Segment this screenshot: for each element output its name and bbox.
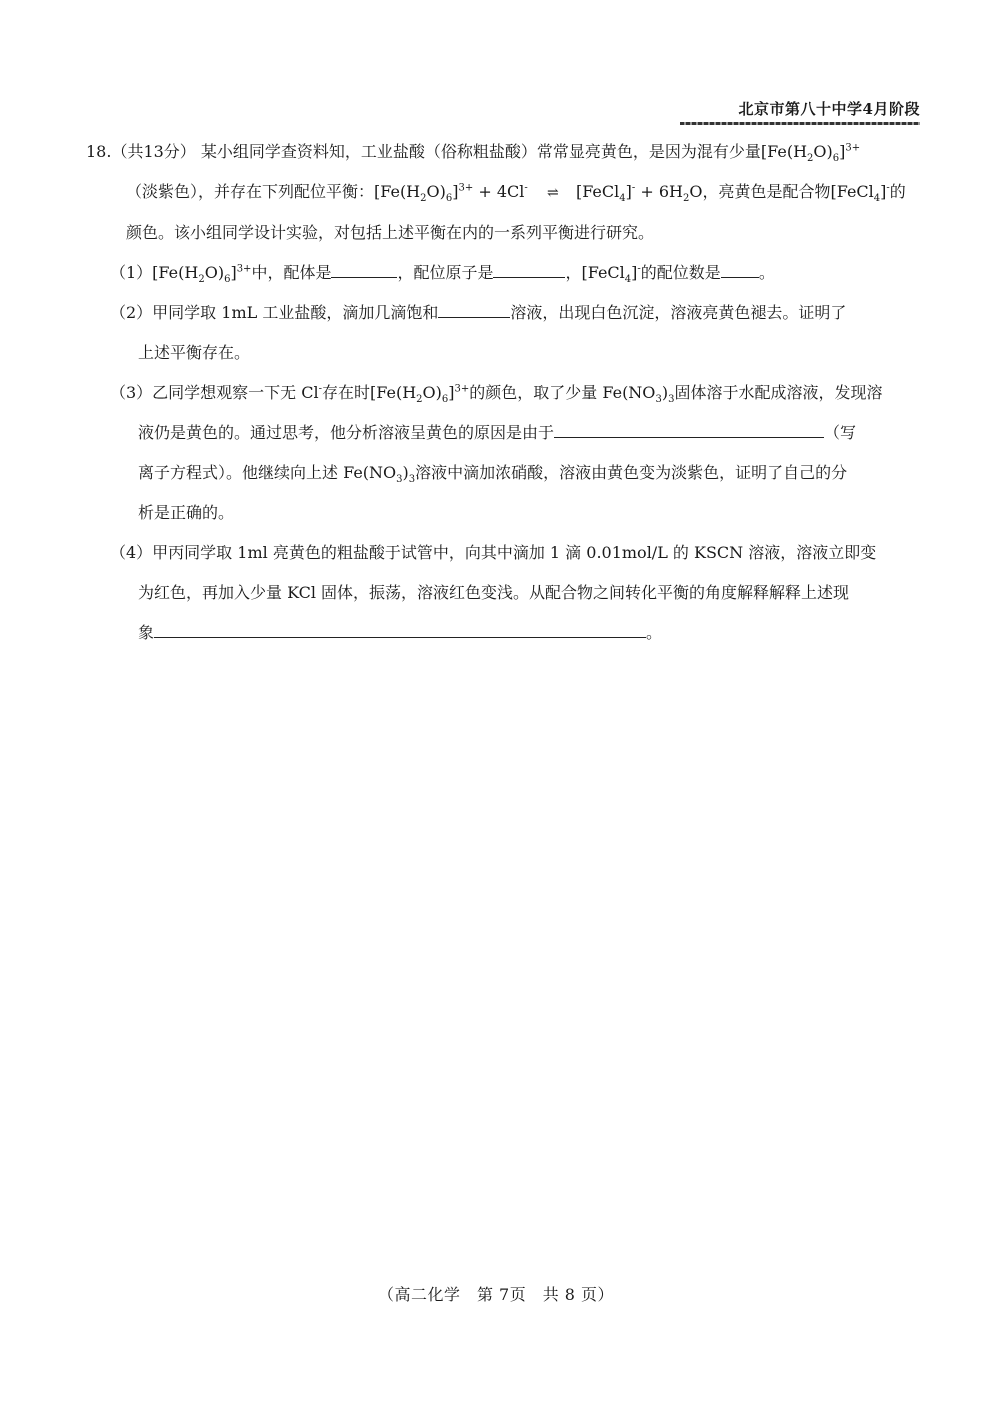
subscript: 2 <box>682 193 690 205</box>
subscript: 2 <box>198 274 205 286</box>
text: ) <box>661 383 669 402</box>
text: （2）甲同学取 1mL 工业盐酸，滴加几滴饱和 <box>110 303 439 322</box>
superscript: 3+ <box>845 142 861 154</box>
text: 象 <box>138 623 155 642</box>
part-3-line-3 <box>86 453 908 493</box>
subscript: 4 <box>873 193 881 205</box>
text: 存在时[Fe(H <box>322 383 417 402</box>
page-footer: （高二化学 第 7页 共 8 页） <box>377 1285 615 1304</box>
part-4-line-2: 为红色，再加入少量 KCl 固体，振荡，溶液红色变浅。从配合物之间转化平衡的角度解释解释上述现 <box>138 583 850 602</box>
text: （1）[Fe(H <box>110 263 199 282</box>
question-number: 18.（共13分） <box>86 142 196 161</box>
answer-blank-ion-equation[interactable] <box>554 421 824 438</box>
text: O) <box>422 383 442 402</box>
superscript: - <box>631 182 636 194</box>
subscript: 6 <box>441 394 449 406</box>
subscript: 3 <box>668 394 675 406</box>
text: ] <box>230 263 237 282</box>
superscript: - <box>524 182 528 194</box>
question-intro-line-2 <box>86 172 908 213</box>
superscript: - <box>637 263 641 275</box>
text: + 4Cl <box>473 182 525 201</box>
subscript: 6 <box>445 193 453 205</box>
text: 溶液中滴加浓硝酸，溶液由黄色变为淡紫色，证明了自己的分 <box>415 463 848 482</box>
text: 中，配体是 <box>251 263 332 282</box>
text: 离子方程式）。他继续向上述 Fe(NO <box>138 463 397 482</box>
text: ] <box>452 182 459 201</box>
text: [FeCl <box>575 182 620 201</box>
text: 固体溶于水配成溶液，发现溶 <box>674 383 883 402</box>
answer-blank-reagent[interactable] <box>438 301 510 318</box>
part-1 <box>86 253 908 293</box>
answer-blank-coordinating-atom[interactable] <box>493 261 565 278</box>
superscript: 3+ <box>458 182 474 194</box>
question-18 <box>86 132 908 653</box>
superscript: 3+ <box>454 383 470 395</box>
text: O，亮黄色是配合物[FeCl <box>689 182 874 201</box>
text: （写 <box>824 423 857 442</box>
text: O) <box>204 263 225 282</box>
part-4-line-3 <box>86 613 908 653</box>
school-header: 北京市第八十中学4月阶段 <box>680 98 920 125</box>
subscript: 6 <box>832 153 840 165</box>
text: 的颜色，取了少量 Fe(NO <box>469 383 656 402</box>
equilibrium-arrow-icon: ⇌ <box>546 185 557 201</box>
answer-blank-explanation[interactable] <box>154 621 646 638</box>
subscript: 4 <box>624 274 632 286</box>
superscript: - <box>886 182 890 194</box>
superscript: 3+ <box>236 263 252 275</box>
text: 。 <box>758 263 775 282</box>
subscript: 2 <box>807 153 814 165</box>
text: 某小组同学查资料知，工业盐酸（俗称粗盐酸）常常显亮黄色，是因为混有少量[Fe(H <box>200 142 808 161</box>
text: ] <box>631 263 638 282</box>
answer-blank-coordination-number[interactable] <box>721 261 759 278</box>
text: O) <box>813 142 833 161</box>
subscript: 2 <box>420 193 427 205</box>
part-3-line-4: 析是正确的。 <box>138 503 235 522</box>
text: 液仍是黄色的。通过思考，他分析溶液呈黄色的原因是由于 <box>138 423 555 442</box>
text: ，[FeCl <box>565 263 625 282</box>
text: ) <box>402 463 409 482</box>
subscript: 3 <box>408 474 416 486</box>
question-intro-line-1 <box>86 132 908 172</box>
subscript: 2 <box>416 394 423 406</box>
subscript: 4 <box>619 193 626 205</box>
subscript: 3 <box>396 474 403 486</box>
text: + 6H <box>635 182 683 201</box>
part-2 <box>86 293 908 333</box>
question-intro-line-3: 颜色。该小组同学设计实验，对包括上述平衡在内的一系列平衡进行研究。 <box>126 223 655 242</box>
part-3 <box>86 373 908 413</box>
superscript: - <box>318 383 323 395</box>
text: （淡紫色），并存在下列配位平衡：[Fe(H <box>126 182 421 201</box>
text: ] <box>448 383 455 402</box>
answer-blank-ligand[interactable] <box>331 261 397 278</box>
part-3-line-2 <box>86 413 908 453</box>
subscript: 3 <box>655 394 662 406</box>
text: ] <box>625 182 632 201</box>
text: O) <box>426 182 446 201</box>
text: ] <box>839 142 846 161</box>
text: ] <box>880 182 887 201</box>
part-4: （4）甲丙同学取 1ml 亮黄色的粗盐酸于试管中，向其中滴加 1 滴 0.01mol/L 的 KSCN 溶液，溶液立即变 <box>110 543 877 562</box>
text: 。 <box>646 623 663 642</box>
text: 溶液，出现白色沉淀，溶液亮黄色褪去。证明了 <box>510 303 847 322</box>
part-2-continued: 上述平衡存在。 <box>138 343 251 362</box>
text: 的 <box>889 182 906 201</box>
text: 的配位数是 <box>640 263 721 282</box>
text: ，配位原子是 <box>397 263 494 282</box>
subscript: 6 <box>224 274 231 286</box>
text: （3）乙同学想观察一下无 Cl <box>110 383 319 402</box>
